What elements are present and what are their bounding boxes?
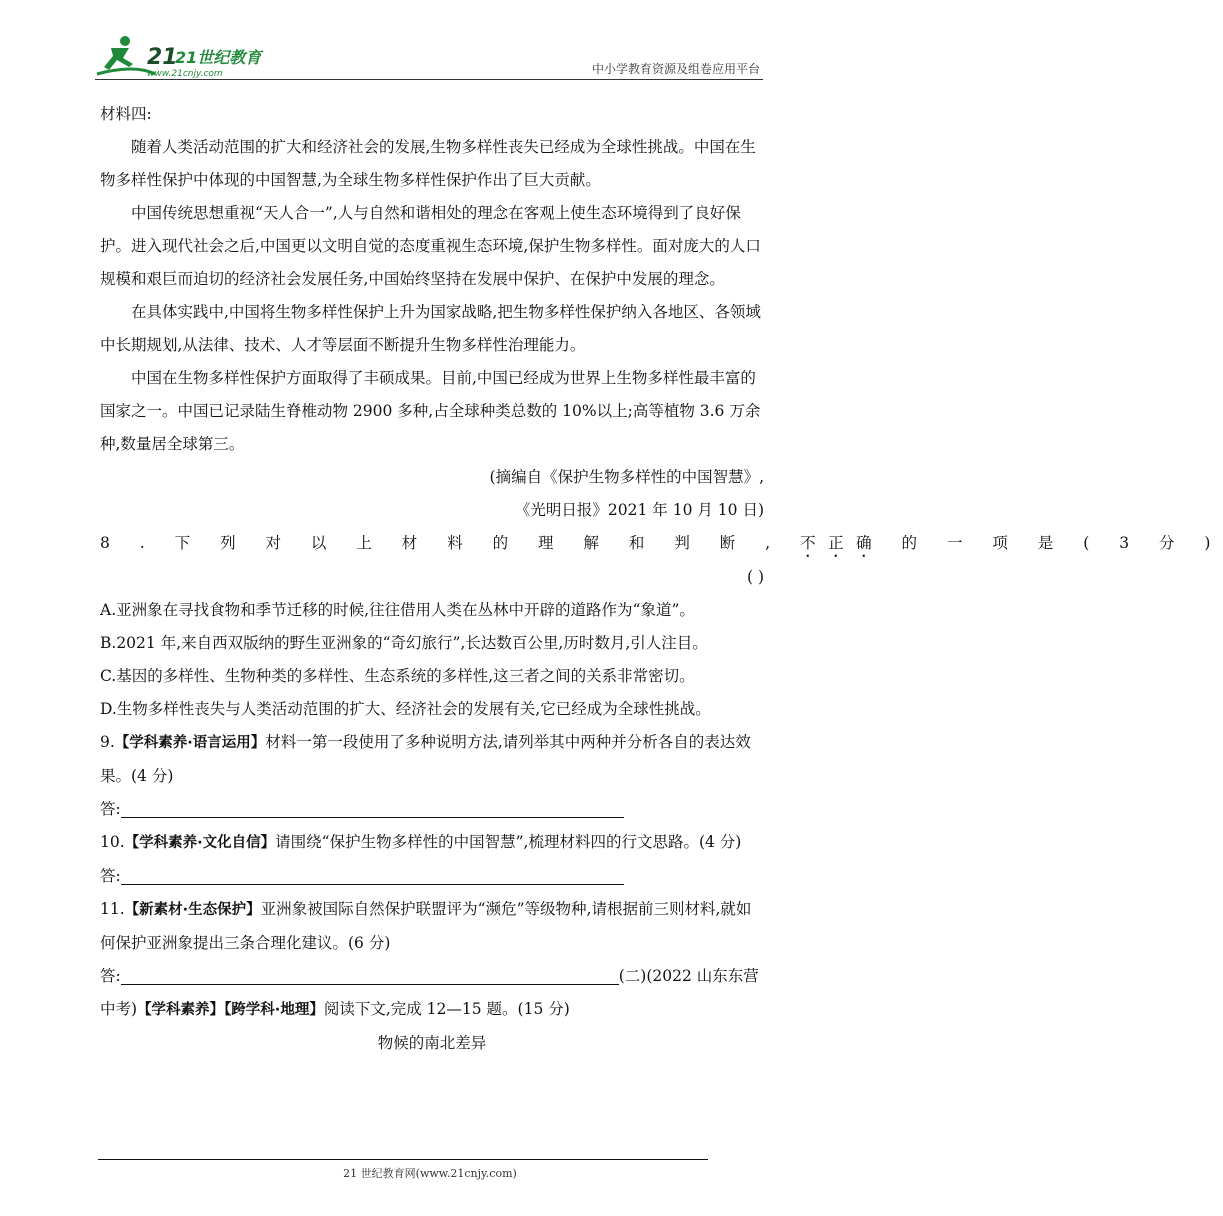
q8-emphasis: 不正确 (800, 534, 885, 552)
logo-text: 21世纪教育 (175, 48, 262, 67)
svg-text:21: 21 (147, 45, 178, 70)
q9-tag: 【学科素养·语言运用】 (114, 735, 266, 751)
logo-url: www.21cnjy.com (147, 69, 223, 79)
exam-source: 中考) (100, 1000, 138, 1018)
material4-paragraph-1: 随着人类活动范围的扩大和经济社会的发展,生物多样性丧失已经成为全球性挑战。中国在生物多样性保护中体现的中国智慧,为全球生物多样性保护作出了巨大贡献。 (100, 138, 756, 189)
q11-answer-row (100, 960, 764, 993)
q11-text: 亚洲象被国际自然保护联盟评为“濒危”等级物种,请根据前三则材料,就如何保护亚洲象提出三条合理化建议。(6 分) (100, 900, 752, 952)
platform-title: 中小学教育资源及组卷应用平台 (591, 62, 760, 76)
option-d[interactable]: D.生物多样性丧失与人类活动范围的扩大、经济社会的发展有关,它已经成为全球性挑战。 (100, 700, 711, 718)
tag-geography: 【跨学科·地理】 (224, 1002, 324, 1018)
page-footer: 21 世纪教育网(www.21cnjy.com) (343, 1167, 517, 1180)
header-divider (95, 79, 763, 80)
q10-answer-line[interactable] (121, 864, 624, 885)
footer-divider (98, 1159, 708, 1160)
material4-heading: 材料四: (100, 105, 152, 123)
q10-tag: 【学科素养·文化自信】 (124, 835, 276, 851)
runner-logo-icon (95, 34, 262, 79)
q10-answer-row (100, 860, 764, 893)
reading-instruction: 阅读下文,完成 12—15 题。(15 分) (323, 1000, 570, 1018)
q9-number: 9. (100, 733, 115, 751)
q10-number: 10. (100, 833, 125, 851)
tag-subject-literacy: 【学科素养】 (137, 1002, 225, 1018)
answer-bracket[interactable]: ( ) (746, 568, 764, 586)
q11-number: 11. (100, 900, 125, 918)
material4-paragraph-3: 在具体实践中,中国将生物多样性保护上升为国家战略,把生物多样性保护纳入各地区、各领域中长期规划,从法律、技术、人才等层面不断提升生物多样性治理能力。 (100, 303, 761, 354)
q9-answer-row (100, 793, 764, 826)
option-a[interactable]: A.亚洲象在寻找食物和季节迁移的时候,往往借用人类在丛林中开辟的道路作为“象道”。 (100, 601, 695, 619)
question-11 (100, 893, 764, 960)
q11-answer-label: 答: (100, 967, 121, 985)
q11-tag: 【新素材·生态保护】 (124, 902, 261, 918)
question-9 (100, 726, 764, 793)
q8-stem-part-a: 8 . 下 列 对 以 上 材 料 的 理 解 和 判 断 , (100, 534, 783, 552)
document-body (100, 98, 1223, 1060)
question-8-stem (100, 527, 1223, 561)
section-two-instruction (100, 993, 764, 1027)
q10-answer-label: 答: (100, 867, 121, 885)
site-logo[interactable] (95, 34, 262, 79)
section-two-intro: (二)(2022 山东东营 (618, 967, 759, 985)
page-header (95, 30, 760, 80)
q11-answer-line[interactable] (121, 964, 619, 985)
q9-text: 材料一第一段使用了多种说明方法,请列举其中两种并分析各自的表达效果。(4 分) (100, 733, 751, 785)
q9-answer-line[interactable] (121, 797, 624, 818)
option-b[interactable]: B.2021 年,来自西双版纳的野生亚洲象的“奇幻旅行”,长达数百公里,历时数月,引人注目。 (100, 634, 708, 652)
material4-paragraph-4: 中国在生物多样性保护方面取得了丰硕成果。目前,中国已经成为世界上生物多样性最丰富的国家之一。中国已记录陆生脊椎动物 2900 多种,占全球种类总数的 10%以上;高等植物 3.6 万余种,数量居全球第三。 (100, 369, 761, 453)
q9-answer-label: 答: (100, 800, 121, 818)
source-citation-2: 《光明日报》2021 年 10 月 10 日) (514, 501, 764, 519)
q10-text: 请围绕“保护生物多样性的中国智慧”,梳理材料四的行文思路。(4 分) (275, 833, 742, 851)
section-title: 物候的南北差异 (377, 1034, 487, 1052)
q8-stem-part-b: 的 一 项 是 ( 3 分 ) (901, 534, 1223, 552)
option-c[interactable]: C.基因的多样性、生物种类的多样性、生态系统的多样性,这三者之间的关系非常密切。 (100, 667, 695, 685)
material4-paragraph-2: 中国传统思想重视“天人合一”,人与自然和谐相处的理念在客观上使生态环境得到了良好保护。进入现代社会之后,中国更以文明自觉的态度重视生态环境,保护生物多样性。面对庞大的人口规模和艰巨而迫切的经济社会发展任务,中国始终坚持在发展中保护、在保护中发展的理念。 (100, 204, 761, 288)
question-10 (100, 826, 764, 860)
source-citation-1: (摘编自《保护生物多样性的中国智慧》, (489, 468, 764, 486)
